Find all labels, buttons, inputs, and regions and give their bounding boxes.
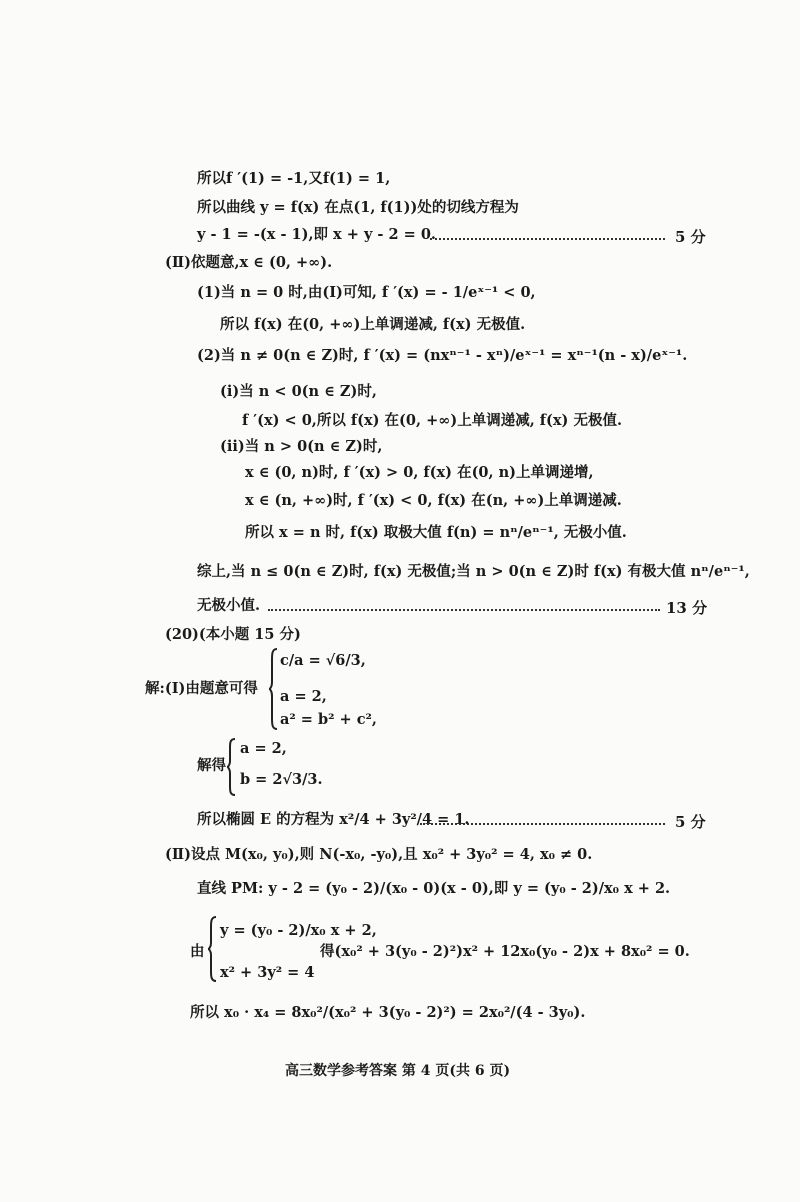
text-line: 所以 x = n 时, f(x) 取极大值 f(n) = nⁿ/eⁿ⁻¹, 无极小值. bbox=[245, 524, 627, 541]
equation-line: a² = b² + c², bbox=[280, 711, 377, 728]
equation-line: a = 2, bbox=[240, 740, 287, 757]
text-line: 所以曲线 y = f(x) 在点(1, f(1))处的切线方程为 bbox=[197, 199, 519, 216]
text-line: x ∈ (n, +∞)时, f ′(x) < 0, f(x) 在(n, +∞)上单调递减. bbox=[245, 492, 622, 509]
score-mark: 13 分 bbox=[666, 599, 708, 617]
text-line: 无极小值. bbox=[197, 597, 261, 614]
problem-heading: (20)(本小题 15 分) bbox=[165, 626, 301, 643]
brace-icon bbox=[226, 738, 236, 796]
text-line: 由 bbox=[190, 943, 205, 960]
text-line: x ∈ (0, n)时, f ′(x) > 0, f(x) 在(0, n)上单调递增, bbox=[245, 464, 594, 481]
equation-line: y = (y₀ - 2)/x₀ x + 2, bbox=[220, 922, 377, 939]
text-line: 综上,当 n ≤ 0(n ∈ Z)时, f(x) 无极值;当 n > 0(n ∈ Z)时 f(x) 有极大值 nⁿ/eⁿ⁻¹, bbox=[197, 563, 750, 580]
text-line: 所以f ′(1) = -1,又f(1) = 1, bbox=[197, 170, 391, 187]
text-line: 所以 x₀ · x₄ = 8x₀²/(x₀² + 3(y₀ - 2)²) = 2x₀²/(4 - 3y₀). bbox=[190, 1004, 586, 1021]
dotted-leader bbox=[430, 238, 665, 240]
dotted-leader bbox=[268, 609, 660, 611]
text-line: f ′(x) < 0,所以 f(x) 在(0, +∞)上单调递减, f(x) 无极值. bbox=[242, 412, 622, 429]
text-line: 解:(Ⅰ)由题意可得 bbox=[145, 680, 258, 697]
page-footer: 高三数学参考答案 第 4 页(共 6 页) bbox=[285, 1063, 511, 1079]
text-line: 解得 bbox=[197, 757, 226, 774]
equation-line: b = 2√3/3. bbox=[240, 771, 323, 788]
text-line: (i)当 n < 0(n ∈ Z)时, bbox=[220, 383, 377, 400]
text-line: 所以椭圆 E 的方程为 x²/4 + 3y²/4 = 1. bbox=[197, 811, 470, 828]
equation-line: x² + 3y² = 4 bbox=[220, 964, 315, 981]
brace-icon bbox=[207, 916, 217, 982]
text-line: (1)当 n = 0 时,由(Ⅰ)可知, f ′(x) = - 1/eˣ⁻¹ < 0, bbox=[197, 284, 536, 301]
section-heading: (Ⅱ)设点 M(x₀, y₀),则 N(-x₀, -y₀),且 x₀² + 3y₀² = 4, x₀ ≠ 0. bbox=[165, 846, 593, 863]
section-heading: (Ⅱ)依题意,x ∈ (0, +∞). bbox=[165, 254, 333, 271]
brace-icon bbox=[268, 648, 278, 730]
text-line: 得(x₀² + 3(y₀ - 2)²)x² + 12x₀(y₀ - 2)x + 8x₀² = 0. bbox=[320, 943, 690, 960]
text-line: 所以 f(x) 在(0, +∞)上单调递减, f(x) 无极值. bbox=[220, 316, 526, 333]
dotted-leader bbox=[420, 823, 665, 825]
text-line: 直线 PM: y - 2 = (y₀ - 2)/(x₀ - 0)(x - 0),即 y = (y₀ - 2)/x₀ x + 2. bbox=[197, 880, 671, 897]
text-line: (ii)当 n > 0(n ∈ Z)时, bbox=[220, 438, 383, 455]
score-mark: 5 分 bbox=[675, 228, 706, 246]
equation-line: a = 2, bbox=[280, 688, 327, 705]
equation-line: c/a = √6/3, bbox=[280, 652, 366, 669]
text-line: y - 1 = -(x - 1),即 x + y - 2 = 0. bbox=[197, 226, 436, 243]
text-line: (2)当 n ≠ 0(n ∈ Z)时, f ′(x) = (nxⁿ⁻¹ - xⁿ)/eˣ⁻¹ = xⁿ⁻¹(n - x)/eˣ⁻¹. bbox=[197, 347, 688, 364]
score-mark: 5 分 bbox=[675, 813, 706, 831]
